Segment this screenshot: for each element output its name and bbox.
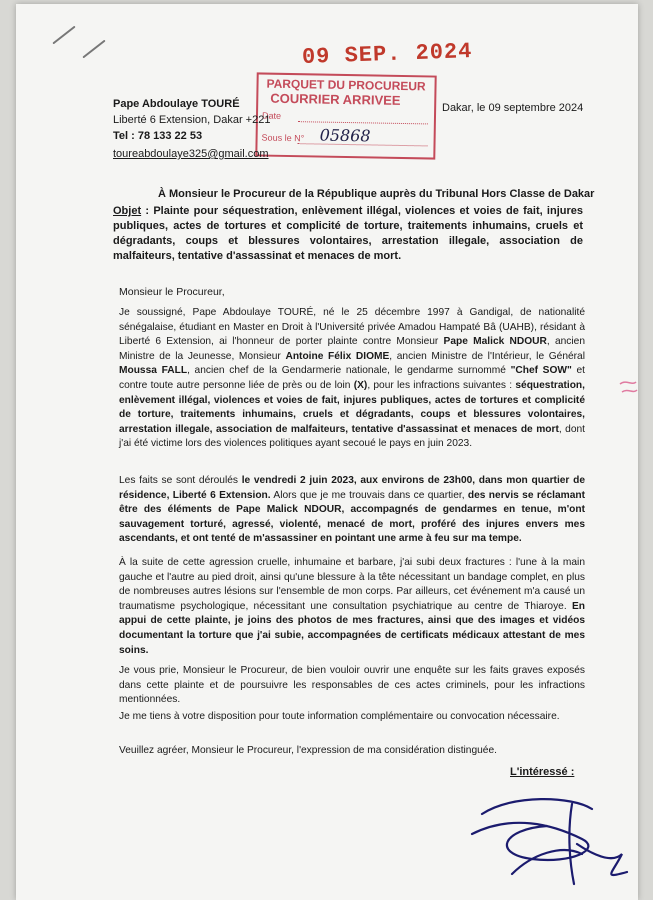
pink-mark	[618, 374, 638, 404]
letter-sheet	[16, 4, 638, 900]
handwritten-signature	[452, 784, 632, 894]
offences-list: séquestration, enlèvement illégal, violences et voies de fait, injures publiques, actes de tortures et complicité de torture, traitements inhumains, cruels et dégradants, coups et blessures volontaires, arrestation illegale, association de malfaiteurs, tentative d'assassinat et menaces de mort	[119, 379, 585, 435]
sender-email: toureabdoulaye325@gmail.com	[113, 148, 269, 160]
subject-block	[113, 204, 583, 264]
stamp-dotted-line	[298, 121, 428, 124]
text-run: , ancien chef de la Gendarmerie nationale, le gendarme surnommé	[187, 365, 511, 377]
text-run: , ancien Ministre de la Jeunesse, Monsieur	[119, 336, 585, 362]
paragraph-availability: Je me tiens à votre disposition pour toute information complémentaire ou convocation nécessaire.	[119, 711, 560, 722]
sender-phone: Tel : 78 133 22 53	[113, 130, 203, 142]
sender-address: Liberté 6 Extension, Dakar +221	[113, 114, 271, 126]
recipient-line: À Monsieur le Procureur de la République auprès du Tribunal Hors Classe de Dakar	[158, 188, 595, 200]
stamp-office-line2: COURRIER ARRIVEE	[270, 90, 401, 108]
signature-label: L'intéressé :	[510, 766, 575, 778]
paragraph-closing: Veuillez agréer, Monsieur le Procureur, l'expression de ma considération distinguée.	[119, 745, 497, 756]
paragraph-facts	[119, 474, 585, 547]
sender-block	[113, 96, 270, 162]
subject-text: : Plainte pour séquestration, enlèvement illégal, violences et voies de fait, injures publiques, actes de tortures et complicité de torture, traitements inhumains, cruels et dégradants, coups et blessures volontaires, arrestation illegale, association de malfaiteurs, tentative d'assassinat et menaces de mort.	[113, 205, 583, 262]
courier-stamp	[255, 72, 436, 159]
place-date: Dakar, le 09 septembre 2024	[442, 102, 584, 114]
accused-name: Antoine Félix DIOME	[285, 350, 390, 362]
text-run: des nervis se réclamant être des éléments de Pape Malick NDOUR, accompagnés de gendarmes en tenue, m'ont sauvagement torturé, agressé, violenté, menacé de mort, proféré des injures envers mes ascendants, et ont tenté de m'assassiner en pointant une arme à feu sur ma tempe.	[119, 489, 585, 545]
text-run: le vendredi 2 juin 2023, aux environs de 23h00, dans mon quartier de résidence, Liberté 6 Extension.	[119, 475, 585, 501]
stamp-number-value: 05868	[319, 125, 371, 146]
subject-label: Objet	[113, 205, 142, 217]
stamp-number-label: Sous le N°	[261, 132, 305, 144]
text-run: Les faits se sont déroulés	[119, 475, 242, 486]
accused-name: Pape Malick NDOUR	[443, 336, 547, 348]
paragraph-injuries	[119, 556, 585, 658]
text-run: En appui de cette plainte, je joins des photos de mes fractures, ainsi que des images et vidéos documentant la torture que j'ai subie, accompagnées de certificats médicaux attestant de mes soins.	[119, 600, 585, 656]
staple-mark	[82, 40, 105, 59]
received-date-stamp: 09 SEP. 2024	[301, 39, 473, 70]
stamp-office-line1: PARQUET DU PROCUREUR	[266, 76, 426, 94]
text-run: , ancien Ministre de l'Intérieur, le Général	[389, 350, 585, 362]
paragraph-request: Je vous prie, Monsieur le Procureur, de bien vouloir ouvrir une enquête sur les faits graves exposés dans cette plainte et de poursuivre les responsables de ces actes criminels, pour les infractions mentionnées.	[119, 665, 585, 706]
text-run: Alors que je me trouvais dans ce quartier,	[270, 489, 468, 501]
text-run: , pour les infractions suivantes :	[367, 379, 516, 391]
accused-name: "Chef SOW"	[510, 365, 572, 377]
paragraph-identity	[119, 306, 585, 452]
sender-name: Pape Abdoulaye TOURÉ	[113, 98, 240, 110]
text-run: (X)	[353, 379, 368, 391]
text-run: et contre toute autre personne liée de près ou de loin	[119, 365, 586, 391]
salutation: Monsieur le Procureur,	[119, 286, 225, 298]
text-run: À la suite de cette agression cruelle, inhumaine et barbare, j'ai subi deux fractures : l'une à la main gauche et l'autre au pied droit, ainsi qu'une blessure à la tête nécessitant un bandage complet, en plus de nombreuses autres lésions sur l'ensemble de mon corps. Par ailleurs, cet événement m'a causé un traumatisme psychologique, nécessitant une consultation psychiatrique au centre de Thiaroye.	[119, 557, 585, 612]
accused-name: Moussa FALL	[119, 365, 188, 377]
stamp-date-label: Date	[261, 110, 282, 121]
text-run: Je soussigné, Pape Abdoulaye TOURÉ, né le 25 décembre 1997 à Gandigal, de nationalité sénégalaise, étudiant en Master en Droit à l'Université privée Amadou Hampaté Bâ (UAHB), résidant à Liberté 6 Extension, ai l'honneur de porter plainte contre Monsieur	[119, 307, 585, 348]
text-run: , dont j'ai été victime lors des violences politiques ayant secoué le pays en juin 2023.	[119, 423, 585, 450]
staple-mark	[52, 26, 75, 45]
